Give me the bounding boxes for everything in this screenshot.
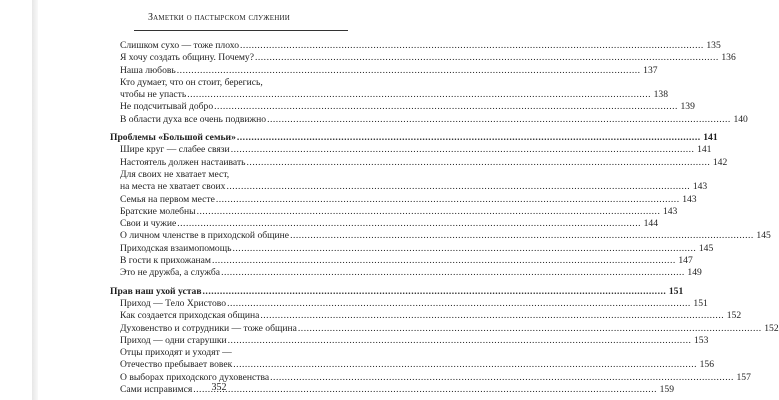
toc-entry-page: 143: [682, 193, 697, 205]
toc-entry[interactable]: [110, 156, 728, 169]
toc-heading-title: Проблемы «Большой семьи»: [110, 132, 236, 144]
toc-section-heading[interactable]: [110, 132, 718, 144]
toc-entry-title: Слишком сухо — тоже плохо: [120, 40, 240, 51]
toc-leader-dots: [255, 52, 719, 64]
toc-leader-dots: [231, 144, 695, 156]
toc-entry-continuation[interactable]: [110, 181, 708, 193]
toc-heading-page: 141: [703, 132, 718, 144]
page-number: 352: [211, 382, 227, 393]
toc-heading-title: Прав наш ухой устав: [110, 285, 202, 297]
toc-leader-dots: [216, 194, 680, 206]
toc-entry[interactable]: [110, 144, 712, 156]
toc-leader-dots: [260, 310, 724, 322]
header-rule: [134, 30, 348, 31]
toc-leader-dots: [233, 359, 697, 371]
toc-entry[interactable]: [110, 322, 779, 335]
toc-entry[interactable]: [110, 77, 370, 89]
toc-entry[interactable]: [110, 64, 658, 77]
toc-leader-dots: [212, 255, 676, 267]
toc-entry[interactable]: [110, 334, 709, 347]
toc-entry[interactable]: [110, 255, 693, 267]
toc-entry-title: Шире круг — слабее связи: [120, 144, 230, 156]
toc-entry-page: 153: [694, 334, 709, 346]
toc-entry-title: на места не хватает своих: [120, 181, 226, 193]
toc-entry[interactable]: [110, 40, 721, 52]
toc-entry[interactable]: [110, 242, 714, 255]
toc-entry-page: 159: [659, 384, 674, 396]
toc-entry-title: Настоятель должен настаивать: [120, 156, 246, 168]
toc-leader-dots: [187, 89, 651, 101]
toc-entry[interactable]: [110, 267, 702, 279]
toc-leader-dots: [214, 101, 678, 113]
toc-entry[interactable]: [110, 230, 771, 242]
toc-entry[interactable]: [110, 193, 697, 206]
toc-entry-page: 151: [693, 297, 708, 309]
toc-entry-title: Не подсчитывай добро: [120, 101, 214, 113]
toc-leader-dots: [227, 298, 691, 310]
toc-entry-title: Сами исправимся: [120, 384, 193, 396]
toc-entry-title: чтобы не упасть: [120, 89, 187, 101]
toc-entry-continuation[interactable]: [110, 89, 668, 101]
toc-entry-page: 147: [678, 255, 693, 267]
toc-leader-dots: [177, 218, 641, 230]
toc-leader-dots: [233, 243, 697, 255]
toc-entry-title: Отцы приходят и уходят —: [120, 347, 232, 359]
toc-entry-page: 141: [697, 144, 712, 156]
toc-entry-page: 157: [736, 371, 751, 383]
toc-heading-page: 151: [668, 285, 684, 297]
toc-entry-title: Приход — Тело Христово: [120, 297, 227, 309]
toc-entry[interactable]: [110, 205, 678, 218]
toc-section-heading[interactable]: [110, 285, 684, 298]
toc-entry-page: 144: [643, 218, 658, 230]
table-of-contents: [110, 40, 779, 396]
toc-leader-dots: [228, 335, 692, 347]
toc-leader-dots: [226, 181, 690, 193]
toc-entry[interactable]: [110, 169, 370, 181]
toc-entry-page: 142: [712, 156, 728, 168]
toc-entry-title: Это не дружба, а служба: [120, 267, 221, 279]
toc-entry-page: 136: [721, 52, 736, 64]
toc-entry-page: 156: [699, 359, 715, 371]
toc-entry-title: В гости к прихожанам: [120, 255, 211, 267]
toc-entry[interactable]: [110, 310, 742, 322]
toc-entry-page: 135: [706, 40, 721, 51]
toc-leader-dots: [237, 132, 701, 144]
toc-entry-page: 139: [680, 101, 695, 113]
toc-entry-page: 143: [692, 181, 708, 193]
toc-entry-title: Я хочу создать общину. Почему?: [120, 52, 254, 64]
toc-leader-dots: [177, 65, 641, 77]
toc-entry-title: Отечество пребывает вовек: [120, 359, 233, 371]
toc-leader-dots: [290, 230, 754, 242]
toc-entry-title: Приходская взаимопомощь: [120, 242, 232, 254]
toc-entry-title: Семья на первом месте: [120, 193, 215, 205]
toc-entry-page: 143: [662, 205, 678, 217]
toc-entry[interactable]: [110, 347, 370, 359]
toc-entry[interactable]: [110, 218, 658, 230]
toc-entry-page: 140: [733, 113, 748, 125]
toc-leader-dots: [267, 114, 731, 126]
toc-entry[interactable]: [110, 113, 748, 126]
book-page: [38, 0, 779, 400]
toc-entry-title: В области духа все очень подвижно: [120, 113, 267, 125]
toc-entry-title: Приход — одни старушки: [120, 334, 227, 346]
toc-entry[interactable]: [110, 297, 708, 310]
toc-entry[interactable]: [110, 52, 736, 64]
toc-entry-title: Свои и чужие: [120, 218, 177, 230]
toc-entry-title: Духовенство и сотрудники — тоже община: [120, 322, 297, 334]
toc-entry-page: 138: [653, 89, 668, 101]
toc-entry-title: Кто думает, что он стоит, берегись,: [120, 76, 263, 88]
toc-leader-dots: [240, 40, 704, 52]
toc-leader-dots: [221, 267, 685, 279]
toc-entry-page: 137: [643, 64, 658, 76]
toc-entry-page: 145: [756, 230, 771, 242]
toc-entry-title: Братские молебны: [120, 205, 196, 217]
toc-entry-page: 152: [764, 322, 779, 334]
toc-entry-title: Для своих не хватает мест,: [120, 168, 230, 180]
toc-entry-title: О личном членстве в приходской общине: [120, 230, 290, 242]
toc-entry-page: 152: [726, 310, 742, 322]
toc-entry-continuation[interactable]: [110, 359, 715, 371]
toc-entry[interactable]: [110, 101, 695, 113]
toc-entry-title: Как создается приходская община: [120, 310, 260, 322]
toc-leader-dots: [197, 206, 661, 218]
toc-leader-dots: [247, 157, 711, 169]
toc-leader-dots: [298, 323, 762, 335]
toc-leader-dots: [203, 286, 667, 298]
toc-entry-page: 145: [698, 242, 714, 254]
toc-entry-page: 149: [687, 267, 702, 279]
running-header: Заметки о пастырском служении: [147, 12, 291, 23]
toc-entry-title: О выборах приходского духовенства: [120, 371, 270, 383]
toc-entry-title: Наша любовь: [120, 64, 176, 76]
